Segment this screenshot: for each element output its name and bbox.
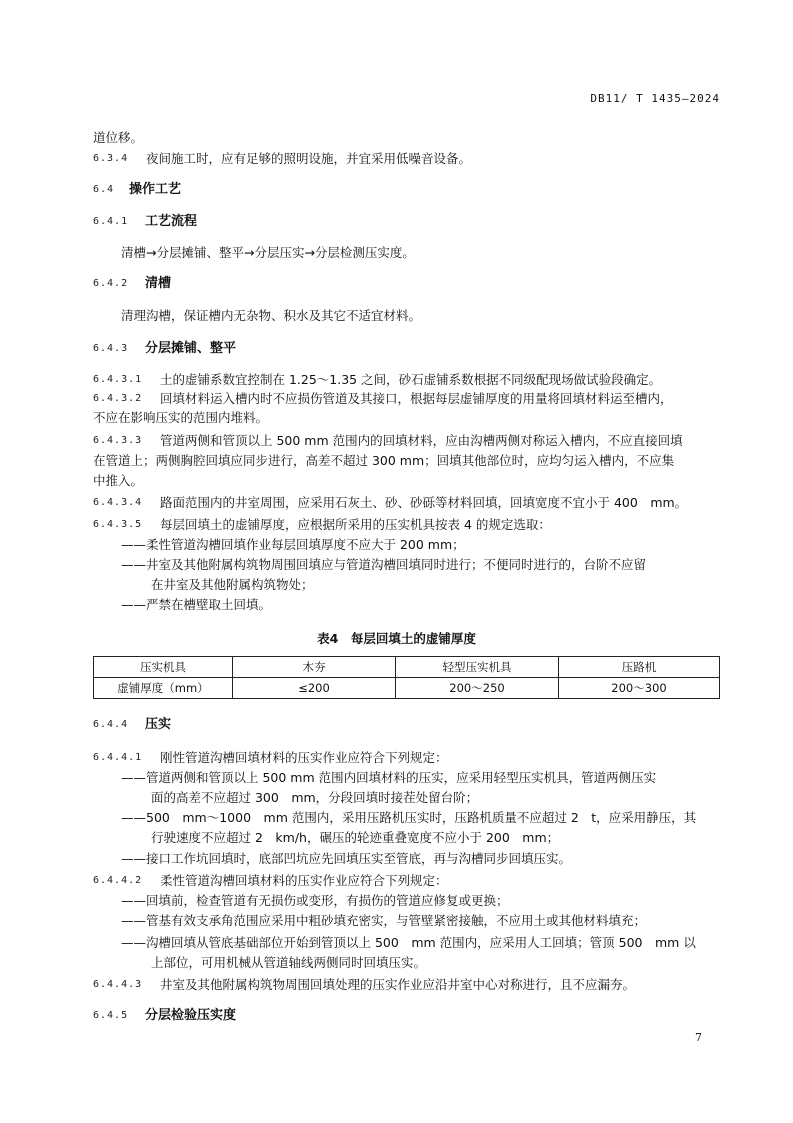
table-cell: 虚铺厚度（mm） (94, 678, 233, 699)
page-number: 7 (695, 1031, 702, 1044)
clause-number: 6.3.4 (93, 153, 129, 164)
list-item: ——500 mm～1000 mm 范围内，采用压路机压实时，压路机质量不应超过 2 t，应采用静压，其 (121, 810, 697, 825)
clause-number: 6.4.3.2 (93, 393, 143, 404)
section-number: 6.4.1 (93, 216, 129, 227)
thickness-table (93, 656, 720, 699)
table-caption: 表4 每层回填土的虚铺厚度 (317, 631, 476, 646)
table-cell: 200～300 (559, 678, 720, 699)
list-item: ——回填前，检查管道有无损伤或变形，有损伤的管道应修复或更换； (121, 893, 509, 908)
list-item: ——柔性管道沟槽回填作业每层回填厚度不应大于 200 mm； (121, 537, 465, 552)
clause-text: 每层回填土的虚铺厚度，应根据所采用的压实机具按表 4 的规定选取： (160, 517, 551, 532)
clause-text: 井室及其他附属构筑物周围回填处理的压实作业应沿井室中心对称进行，且不应漏夯。 (160, 977, 636, 992)
clause-text: 柔性管道沟槽回填材料的压实作业应符合下列规定： (160, 873, 448, 888)
list-item: ——管基有效支承角范围应采用中粗砂填充密实，与管壁紧密接触，不应用土或其他材料填充； (121, 913, 647, 928)
table-row (94, 678, 720, 699)
section-number: 6.4.3 (93, 343, 129, 354)
clause-text-line: 管道两侧和管顶以上 500 mm 范围内的回填材料，应由沟槽两侧对称运入槽内，不应直接回填 (160, 433, 683, 448)
list-item: ——沟槽回填从管底基础部位开始到管顶以上 500 mm 范围内，应采用人工回填；管顶 500 mm 以 (121, 935, 696, 950)
clause-text: 路面范围内的井室周围，应采用石灰土、砂、砂砾等材料回填，回填宽度不宜小于 400 mm。 (160, 495, 688, 510)
table-header-cell: 木夯 (233, 657, 396, 678)
section-number: 6.4.5 (93, 1010, 129, 1021)
clause-text-line: 不应在影响压实的范围内堆料。 (93, 410, 269, 425)
clause-text-line: 在管道上；两侧胸腔回填应同步进行，高差不超过 300 mm；回填其他部位时，应均匀运入槽内，不应集 (93, 453, 675, 468)
section-title: 分层摊铺、整平 (145, 341, 237, 356)
section-number: 6.4 (93, 184, 115, 195)
clause-text: 刚性管道沟槽回填材料的压实作业应符合下列规定： (160, 750, 448, 765)
list-item-continued: 面的高差不应超过 300 mm，分段回填时接茬处留台阶； (151, 790, 479, 805)
clause-number: 6.4.3.3 (93, 435, 143, 446)
section-title: 清槽 (145, 276, 172, 291)
list-item: ——井室及其他附属构筑物周围回填应与管道沟槽回填同时进行；不便同时进行的，台阶不应留 (121, 557, 647, 572)
continued-text: 道位移。 (93, 130, 144, 145)
clause-number: 6.4.3.1 (93, 374, 143, 385)
list-item-continued: 在井室及其他附属构筑物处； (151, 577, 314, 592)
table-cell: ≤200 (233, 678, 396, 699)
section-title: 工艺流程 (145, 214, 198, 229)
section-title: 压实 (145, 717, 172, 732)
clause-text-line: 回填材料运入槽内时不应损伤管道及其接口，根据每层虚铺厚度的用量将回填材料运至槽内， (160, 391, 673, 406)
section-title: 操作工艺 (129, 182, 182, 197)
section-title: 分层检验压实度 (145, 1008, 237, 1023)
clause-number: 6.4.3.4 (93, 497, 143, 508)
clause-text-line: 中推入。 (93, 473, 144, 488)
clause-text: 土的虚铺系数宜控制在 1.25～1.35 之间，砂石虚铺系数根据不同级配现场做试验段确定。 (160, 372, 662, 387)
section-body: 清理沟槽，保证槽内无杂物、积水及其它不适宜材料。 (121, 308, 422, 323)
doc-code-header: DB11/ T 1435—2024 (590, 92, 720, 105)
table-header-cell: 压实机具 (94, 657, 233, 678)
clause-number: 6.4.4.2 (93, 875, 143, 886)
clause-number: 6.4.4.1 (93, 752, 143, 763)
list-item: ——严禁在槽壁取土回填。 (121, 597, 272, 612)
section-number: 6.4.4 (93, 719, 129, 730)
list-item: ——管道两侧和管顶以上 500 mm 范围内回填材料的压实，应采用轻型压实机具，管道两侧压实 (121, 770, 657, 785)
table-header-cell: 压路机 (559, 657, 720, 678)
list-item: ——接口工作坑回填时，底部凹坑应先回填压实至管底，再与沟槽同步回填压实。 (121, 851, 572, 866)
clause-number: 6.4.3.5 (93, 519, 143, 530)
section-body: 清槽→分层摊铺、整平→分层压实→分层检测压实度。 (121, 245, 415, 260)
clause-number: 6.4.4.3 (93, 979, 143, 990)
table-cell: 200～250 (396, 678, 559, 699)
table-header-row (94, 657, 720, 678)
table-header-cell: 轻型压实机具 (396, 657, 559, 678)
section-number: 6.4.2 (93, 278, 129, 289)
list-item-continued: 上部位，可用机械从管道轴线两侧同时回填压实。 (151, 955, 427, 970)
list-item-continued: 行驶速度不应超过 2 km/h，碾压的轮迹重叠宽度不应小于 200 mm； (151, 830, 560, 845)
clause-text: 夜间施工时，应有足够的照明设施，并宜采用低噪音设备。 (146, 151, 472, 166)
